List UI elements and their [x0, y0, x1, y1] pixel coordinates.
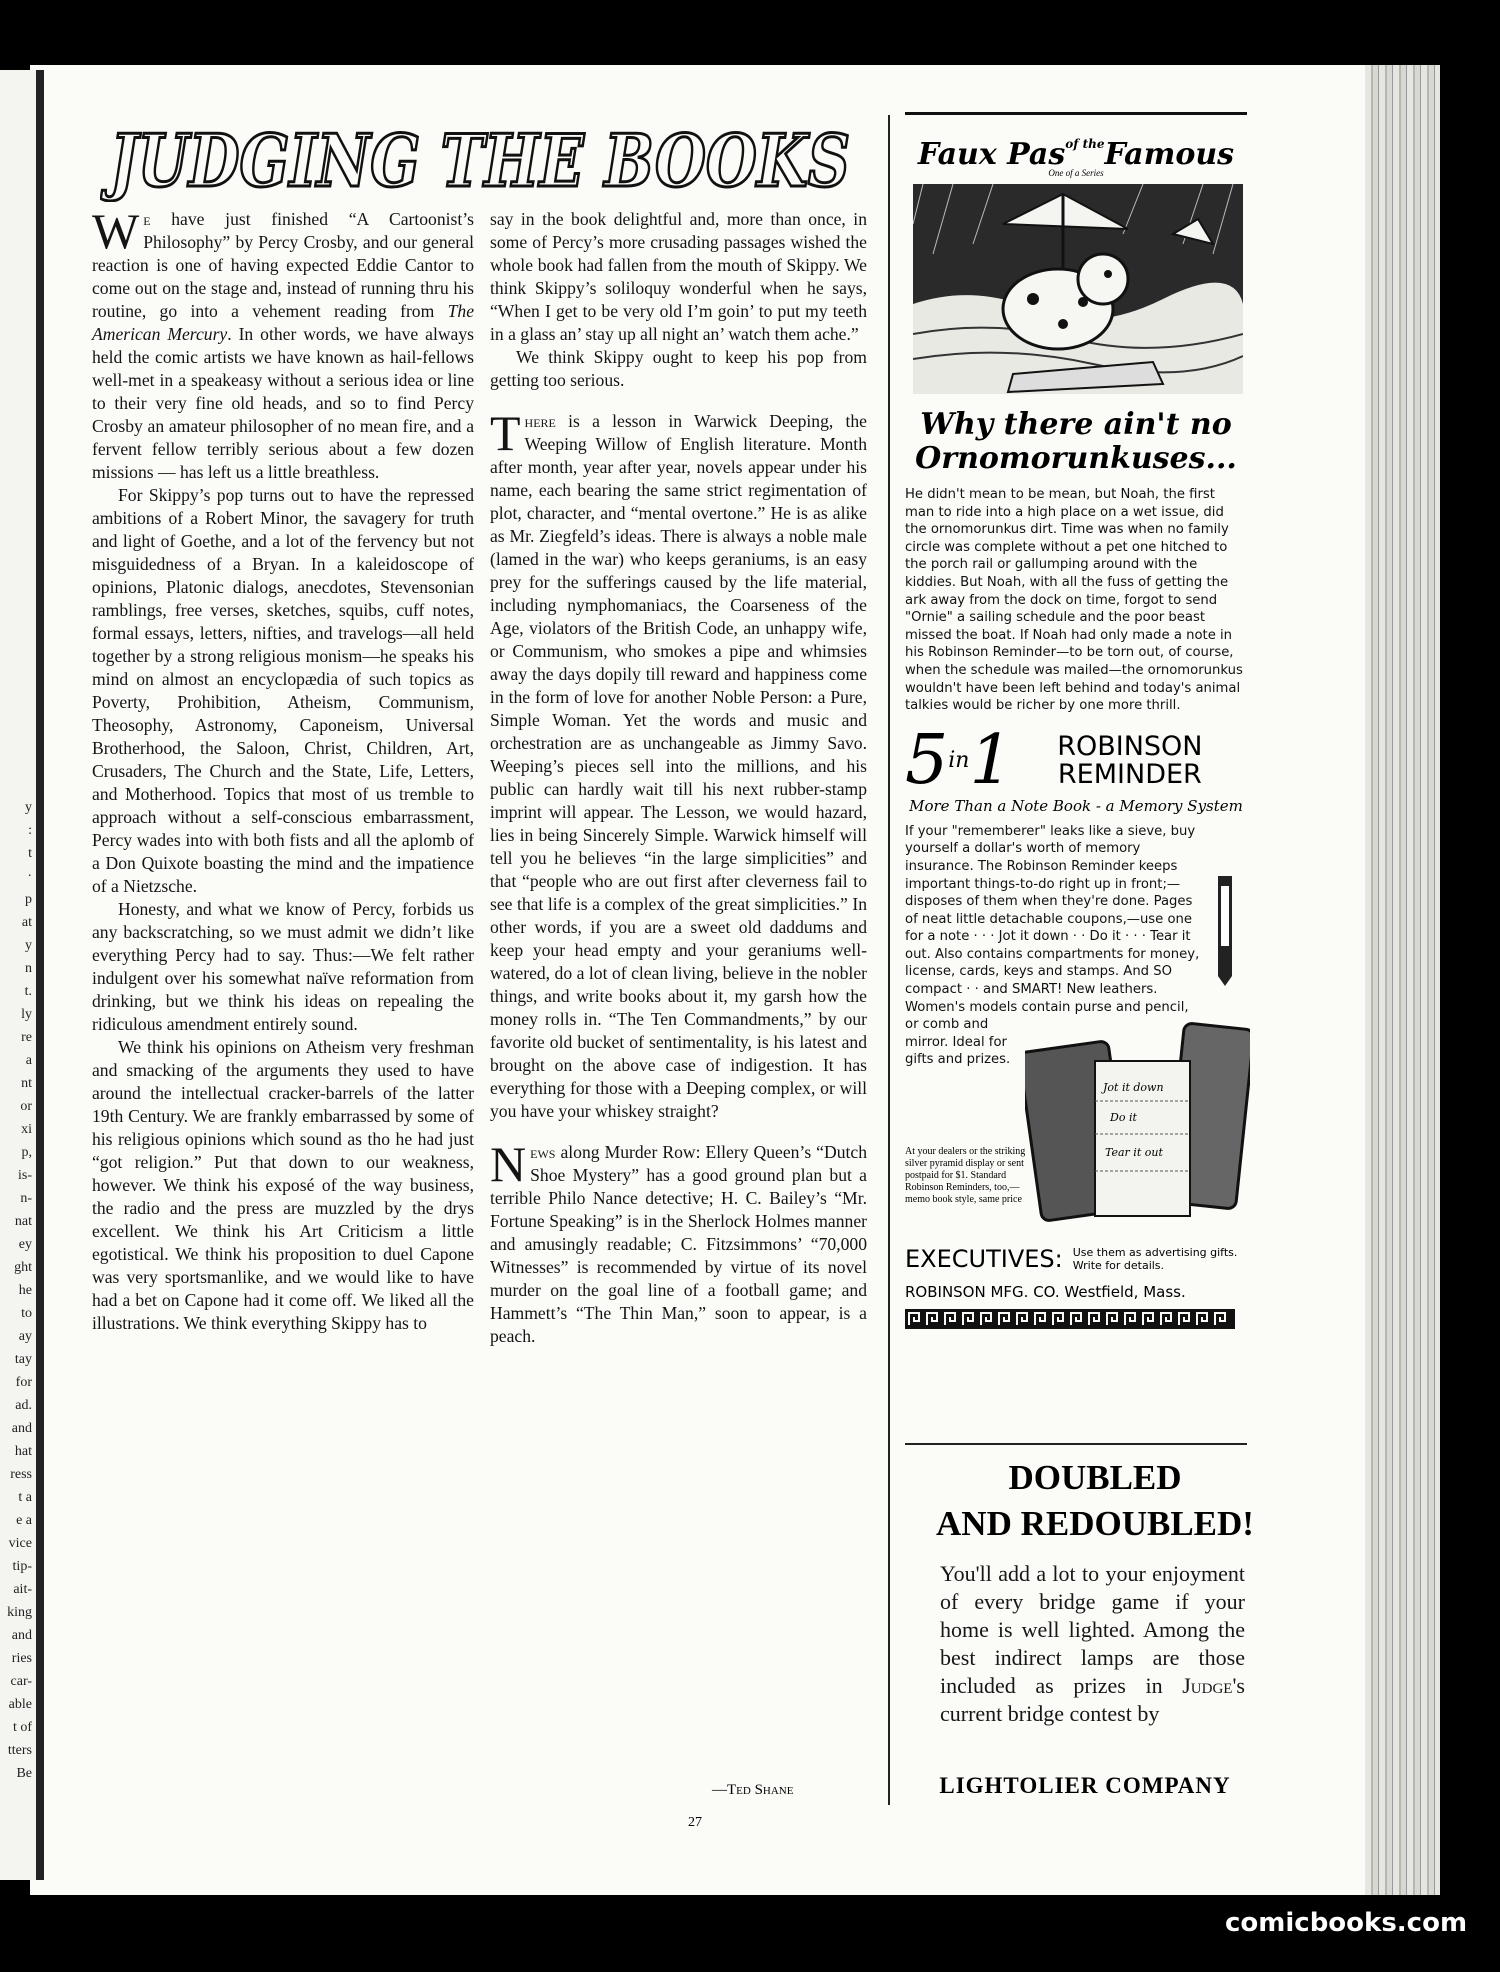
paragraph: For Skippy’s pop turns out to have the repressed ambitions of a Robert Minor, the savagery for truth and light of Goethe, and a lot of the fervency but not misguidedness of a Bryan. In a kaleidoscope of opinions, Platonic dialogs, anecdotes, Stevensonian ramblings, free verses, sketches, squibs, cuff notes, formal essays, letters, nifties, and travelogs—all held together by a strong religious monism—he speaks his mind on almost an encyclopædia of such topics as Poverty, Prohibition, Atheism, Communism, Theosophy, Astronomy, Caponeism, Universal Brotherhood, the Saloon, Christ, Children, Art, Crusaders, The Church and the State, Life, Letters, and Motherhood. Topics that most of us tremble to approach without a self-conscious embarrassment, Percy wades into with both fists and all the aplomb of a Don Quixote boasting the mind and the impatience of a Nietzsche.: [92, 485, 474, 896]
paragraph: We think his opinions on Atheism very freshman and smacking of the arguments they used to have around the intellectual cracker-barrels of the latter 19th Century. We are frankly embarrassed by some of his religious opinions which sound as tho he had just “got religion.” Put that down to our weakness, however. We think his exposé of the way business, the radio and the press are muzzled by the drys excellent. We think his Art Criticism a little egotistical. We think his proposition to duel Capone was very sportsmanlike, and we would like to have had a bet on Capone had it come off. We liked all the illustrations. We think everything Skippy has to: [92, 1037, 474, 1333]
strip-fragment: p: [25, 892, 32, 907]
strip-fragment: a: [25, 1053, 32, 1068]
article-column-2: say in the book delightful and, more than once, in some of Percy’s more crusading passages wished the whole book had fallen from the mouth of Skippy. We think Skippy’s soliloquy wonderful when he says, “When I get to be very old I’m goin’ to put my teeth in a glass an’ stay up all night an’ watch them ache.” We think Skippy ought to keep his pop from getting too serious. There is a lesson in Warwick Deeping, the Weeping Willow of English literature. Month after month, year after year, novels appear under his name, each bearing the same strict regimentation of plot, character, and “mental overtone.” He is as alike as Mr. Ziegfeld’s ideas. There is always a noble male (lamed in the war) who keeps geraniums, is an easy prey for the sufferings caused by the life material, including nymphomaniacs, the Coarseness of the Age, violators of the British Code, an unhappy wife, or Communism, who smokes a pipe and whimsies away the days dopily till reward and happiness come in the form of love for another Noble Person: a Pure, Simple Woman. Yet the words and music and orchestration are as unchangeable as Jimmy Savo. Weeping’s pieces sell into the millions, and his public can hardly wait till his next rubber-stamp imprint will appear. The Lesson, we would hazard, lies in being Sincerely Simple. Warwick himself will tell you he believes “in the large simplicities” and that “people who are out first after cleverness fail to see that life is a complex of the great simplicities.” In other words, if you are a sweet old daddums and keep your head empty and your geraniums well-watered, do a lot of clean living, believe in the nobler things, and write books about it, my garsh how the money rolls in. “The Ten Commandments,” by our favorite old bucket of sentimentality, is his latest and brought on the above case of indigestion. It has everything for those with a Deeping complex, or will you have your whiskey straight? News along Murder Row: Ellery Queen’s “Dutch Shoe Mystery” has a good ground plan but a terrible Philo Nance detective; H. C. Bailey’s “Mr. Fortune Speaking” is in the Sherlock Holmes manner and amusingly readable; C. Fitzsimmons’ “70,000 Witnesses” is recommended by virtue of its novel murder on the goal line of a football game; and Hammett’s “The Thin Man,” soon to appear, is a peach.: [490, 209, 867, 1346]
strip-fragment: nt: [21, 1076, 32, 1091]
strip-fragment: and: [11, 1628, 32, 1643]
strip-fragment: vice: [8, 1536, 32, 1551]
ad-body-text: He didn't mean to be mean, but Noah, the first man to ride into a high place on a wet issue, did the ornomorunkus dirt. Time was when no family circle was complete without a pet one hitched to the porch rail or gallumping around with the kiddies. But Noah, with all the fuss of getting the ark away from the dock on time, forgot to send "Ornie" a sailing schedule and the poor beast missed the boat. If Noah had only made a note in his Robinson Reminder—to be torn out, of course, when the schedule was mailed—the ornomorunkus wouldn't have been left behind and today's animal talkies would be richer by one more thrill.: [905, 487, 1243, 714]
strip-fragment: t a: [18, 1490, 32, 1505]
page-number: 27: [688, 1815, 702, 1830]
author-signature: —Ted Shane: [712, 1782, 794, 1798]
strip-fragment: is-: [18, 1168, 32, 1183]
strip-fragment: Be: [16, 1766, 32, 1781]
strip-fragment: ey: [18, 1237, 32, 1252]
strip-fragment: at: [21, 915, 32, 930]
svg-text:Jot it down: Jot it down: [1103, 1081, 1164, 1095]
strip-fragment: hat: [14, 1444, 32, 1459]
dealer-note: At your dealers or the striking silver pyramid display or sent postpaid for $1. Standard Robinson Reminders, too,—memo book style, same price: [905, 1146, 1026, 1206]
strip-fragment: xi: [21, 1122, 32, 1137]
page-title-text: JUDGING THE BOOKS: [100, 118, 851, 202]
strip-fragment: ress: [10, 1467, 32, 1482]
strip-fragment: e a: [16, 1513, 32, 1528]
reminder-books-image: [1025, 1016, 1250, 1231]
drop-cap: W: [92, 203, 140, 259]
greek-key-border: [905, 1309, 1235, 1329]
ad-series-subtitle: One of a Series: [1048, 168, 1104, 178]
ad-body-text-2: If your "rememberer" leaks like a sieve, buy yourself a dollar's worth of memory insurance. The Robinson Reminder keeps important things-to-do right up in front;—disposes of them when they're done. Pages of neat little detachable coupons,—use one for a note · · · Jot it down · · Do it · · · Tear it out. Also contains compartments for money, license, cards, keys and stamps. And SO compact · · and SMART! New leathers. Women's models contain purse and pencil,: [905, 823, 1200, 1015]
svg-text:Tear it out: Tear it out: [1105, 1146, 1163, 1160]
ornomorunkus-illustration: [913, 184, 1243, 394]
strip-fragment: t.: [24, 984, 32, 999]
strip-fragment: to: [21, 1306, 32, 1321]
pencil-image: [1210, 876, 1240, 986]
strip-fragment: n-: [20, 1191, 32, 1206]
strip-fragment: nat: [14, 1214, 32, 1229]
site-watermark: comicbooks.com: [1225, 1908, 1468, 1938]
page-stack-edge: [1365, 65, 1440, 1895]
strip-fragment: ad.: [15, 1398, 32, 1413]
ad-headline: Why there ain't no Ornomorunkuses...: [915, 407, 1237, 476]
robinson-reminder-ad: [905, 112, 1247, 1334]
strip-fragment: p,: [21, 1145, 32, 1160]
strip-fragment: he: [18, 1283, 32, 1298]
paragraph: Honesty, and what we know of Percy, forbids us any backscratching, so we must admit we didn’t like everything Percy had to say. Thus:—We felt rather indulgent over his somewhat naïve reformation from drinking, but we think his ideas on repealing the ridiculous amendment entirely sound.: [92, 899, 474, 1034]
drop-cap: N: [490, 1136, 527, 1192]
strip-fragment: y: [25, 800, 32, 815]
paragraph: We think Skippy ought to keep his pop from getting too serious.: [490, 347, 867, 390]
strip-fragment: y: [25, 938, 32, 953]
strip-fragment: king: [7, 1605, 32, 1620]
paragraph: say in the book delightful and, more than once, in some of Percy’s more crusading passages wished the whole book had fallen from the mouth of Skippy. We think Skippy’s soliloquy wonderful when he says, “When I get to be very old I’m goin’ to put my teeth in a glass an’ stay up all night an’ watch them ache.”: [490, 209, 867, 344]
ad-separator: [905, 1443, 1247, 1445]
strip-fragment: tip-: [12, 1559, 32, 1574]
previous-page-strip: [0, 70, 44, 1880]
strip-fragment: ries: [11, 1651, 32, 1666]
page-title: [100, 112, 860, 202]
bridge-ad-text: You'll add a lot to your enjoyment of every bridge game if your home is well lighted. Among the best indirect lamps are those included as prizes in Judge's current bridge contest by: [940, 1561, 1245, 1726]
strip-fragment: for: [15, 1375, 32, 1390]
robinson-logo: $5^{in}1$ ROBINSON REMINDER: [905, 720, 1203, 800]
strip-fragment: t: [28, 846, 32, 861]
strip-fragment: able: [8, 1697, 32, 1712]
strip-fragment: or: [20, 1099, 32, 1114]
strip-fragment: ait-: [13, 1582, 32, 1597]
column-divider: [888, 115, 890, 1805]
strip-fragment: :: [28, 823, 32, 838]
product-illustration: or comb and mirror. Ideal for gifts and prizes. At your dealers or the striking silver pyramid display or sent postpaid for $1. Standard Robinson Reminders, too,—memo book style, same price Jot it down Do it Tear it out: [905, 1016, 1247, 1231]
strip-fragment: t of: [12, 1720, 32, 1735]
strip-fragment: re: [21, 1030, 32, 1045]
strip-fragment: ay: [18, 1329, 32, 1344]
strip-fragment: tters: [7, 1743, 32, 1758]
strip-fragment: tay: [14, 1352, 32, 1367]
article-column-1: We have just finished “A Cartoonist’s Philosophy” by Percy Crosby, and our general reaction is one of having expected Eddie Cantor to come out on the stage and, instead of running thru his routine, go into a vehement reading from The American Mercury. In other words, we have always held the comic artists we have known as hail-fellows well-met in a speakeasy without a serious idea or line to their very fine old heads, and so to find Percy Crosby an amateur philosopher of no mean fire, and a fervent fellow terribly serious about a few dozen missions — has left us a little breathless. For Skippy’s pop turns out to have the repressed ambitions of a Robert Minor, the savagery for truth and light of Goethe, and a lot of the fervency but not misguidedness of a Bryan. In a kaleidoscope of opinions, Platonic dialogs, anecdotes, Stevensonian ramblings, free verses, sketches, squibs, cuff notes, formal essays, letters, nifties, and travelogs—all held together by a strong religious monism—he speaks his mind on almost an encyclopædia of such topics as Poverty, Prohibition, Atheism, Communism, Theosophy, Astronomy, Caponeism, Universal Brotherhood, the Saloon, Christ, Children, Art, Crusaders, The Church and the State, Life, Letters, and Motherhood. Topics that most of us tremble to approach without a self-conscious embarrassment, Percy wades into with both fists and all the aplomb of a Don Quixote boasting the mind and the impatience of a Nietzsche. Honesty, and what we know of Percy, forbids us any backscratching, so we must admit we didn’t like everything Percy had to say. Thus:—We felt rather indulgent over his somewhat naïve reformation from drinking, but we think his ideas on repealing the ridiculous amendment entirely sound. We think his opinions on Atheism very freshman and smacking of the arguments they used to have around the intellectual cracker-barrels of the latter 19th Century. We are frankly embarrassed by some of his religious opinions which sound as tho he had just “got religion.” Put that down to our weakness, however. We think his exposé of the way business, the radio and the press are muzzled by the drys excellent. We think his Art Criticism a little egotistical. We think his proposition to duel Capone was very sportsmanlike, and we would like to have had a bet on Capone had it come off. We liked all the illustrations. We think everything Skippy has to: [92, 203, 474, 1333]
strip-fragment: n: [25, 961, 32, 976]
bridge-headline: DOUBLED AND REDOUBLED!: [936, 1458, 1254, 1543]
ad-tagline: More Than a Note Book - a Memory System: [909, 796, 1243, 815]
strip-fragment: car-: [10, 1674, 32, 1689]
manufacturer-address: ROBINSON MFG. CO. Westfield, Mass.: [905, 1283, 1186, 1302]
strip-fragment: ·: [27, 869, 32, 884]
strip-fragment: ght: [14, 1260, 32, 1275]
drop-cap: T: [490, 405, 521, 461]
svg-text:Do it: Do it: [1110, 1111, 1137, 1125]
executives-note: EXECUTIVES: Use them as advertising gifts. Write for details.: [905, 1245, 1238, 1274]
lightolier-company: LIGHTOLIER COMPANY: [939, 1773, 1231, 1798]
strip-fragment: ly: [21, 1007, 32, 1022]
ad-series-title: Faux Pas$^{of the}$Famous: [917, 137, 1235, 172]
strip-fragment: and: [11, 1421, 32, 1436]
